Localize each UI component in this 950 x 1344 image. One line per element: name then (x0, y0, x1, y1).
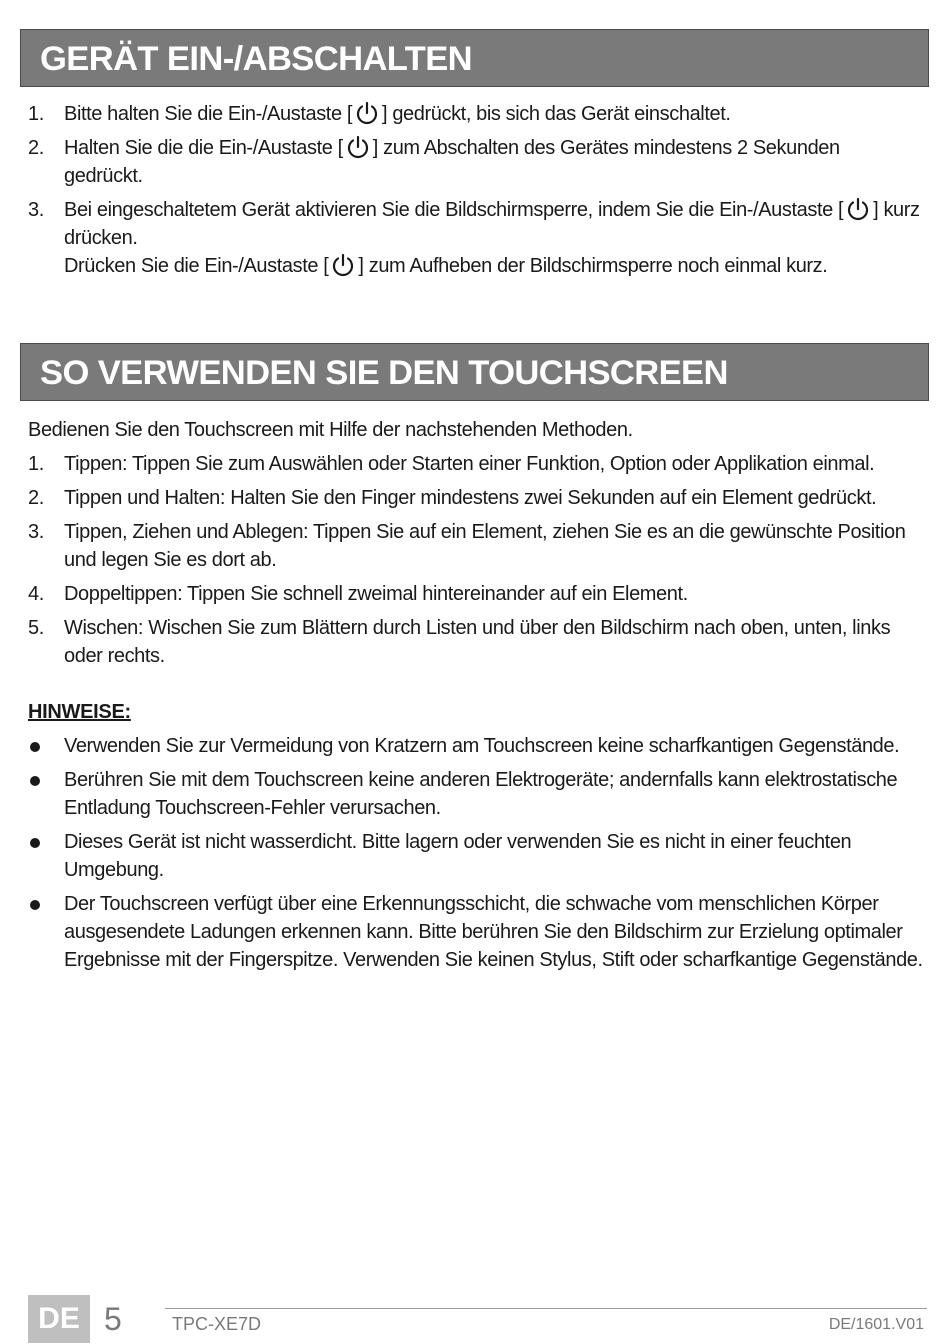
item-text-before: Bitte halten Sie die Ein-/Austaste [ (64, 103, 352, 125)
list-number: 4. (28, 583, 44, 605)
power-button-icon (354, 100, 380, 126)
list-number: 3. (28, 199, 44, 221)
list-number: 1. (28, 103, 44, 125)
item-text: Doppeltippen: Tippen Sie schnell zweimal hintereinander auf ein Element. (64, 583, 688, 605)
section-title-touchscreen: SO VERWENDEN SIE DEN TOUCHSCREEN (20, 343, 929, 401)
list-item (28, 134, 923, 190)
item-text-after: ] zum Aufheben der Bildschirmsperre noch einmal kurz. (358, 255, 828, 277)
list-item (28, 614, 923, 670)
list-number: 5. (28, 617, 44, 639)
list-item (28, 450, 923, 478)
notes-list (28, 732, 923, 980)
list-number: 2. (28, 137, 44, 159)
item-text-after: ] zum Abschalten des Gerätes mindestens 2 Sekunden gedrückt. (64, 137, 840, 187)
item-text: Wischen: Wischen Sie zum Blättern durch Listen und über den Bildschirm nach oben, unten, links oder rechts. (64, 617, 891, 667)
item-text-before: Halten Sie die die Ein-/Austaste [ (64, 137, 343, 159)
note-text: Verwenden Sie zur Vermeidung von Kratzern am Touchscreen keine scharfkantigen Gegenstände. (64, 735, 900, 757)
power-button-icon (345, 134, 371, 160)
touchscreen-intro: Bedienen Sie den Touchscreen mit Hilfe der nachstehenden Methoden. (28, 419, 633, 441)
bullet-icon (30, 776, 40, 786)
item-text-before: Bei eingeschaltetem Gerät aktivieren Sie die Bildschirmsperre, indem Sie die Ein-/Austaste [ (64, 199, 844, 221)
document-code: DE/1601.V01 (828, 1316, 924, 1333)
list-item (28, 484, 923, 512)
list-number: 1. (28, 453, 44, 475)
note-item (28, 732, 923, 760)
note-text: Dieses Gerät ist nicht wasserdicht. Bitte lagern oder verwenden Sie es nicht in einer feuchten Umgebung. (64, 831, 852, 881)
list-number: 2. (28, 487, 44, 509)
language-badge: DE (28, 1295, 90, 1343)
note-text: Der Touchscreen verfügt über eine Erkennungsschicht, die schwache vom menschlichen Körper ausgesendete Ladungen erkennen kann. Bitte berühren Sie den Bildschirm zur Erzielung optimaler Ergebnisse mit der Fingerspitze. Verwenden Sie keinen Stylus, Stift oder scharfkantige Gegenstände. (64, 893, 923, 971)
item-text: Tippen und Halten: Halten Sie den Finger mindestens zwei Sekunden auf ein Element gedrückt. (64, 487, 877, 509)
notes-title: HINWEISE: (28, 701, 131, 723)
item-text-after: ] kurz drücken. (64, 199, 920, 249)
list-item (28, 196, 923, 280)
power-button-icon (845, 196, 871, 222)
page-number: 5 (104, 1301, 122, 1337)
item-text: Tippen, Ziehen und Ablegen: Tippen Sie auf ein Element, ziehen Sie es an die gewünschte Position und legen Sie es dort ab. (64, 521, 906, 571)
list-item (28, 580, 923, 608)
note-item (28, 890, 923, 974)
list-item (28, 518, 923, 574)
list-number: 3. (28, 521, 44, 543)
item-text-after: ] gedrückt, bis sich das Gerät einschaltet. (382, 103, 731, 125)
section-title-power: GERÄT EIN-/ABSCHALTEN (20, 29, 929, 87)
item-text: Tippen: Tippen Sie zum Auswählen oder Starten einer Funktion, Option oder Applikation einmal. (64, 453, 875, 475)
note-item (28, 828, 923, 884)
power-button-icon (330, 252, 356, 278)
power-instructions-list (28, 100, 923, 286)
bullet-icon (30, 838, 40, 848)
list-item (28, 100, 923, 128)
bullet-icon (30, 900, 40, 910)
note-text: Berühren Sie mit dem Touchscreen keine anderen Elektrogeräte; andernfalls kann elektrostatische Entladung Touchscreen-Fehler verursachen. (64, 769, 898, 819)
model-name: TPC-XE7D (172, 1314, 262, 1334)
touchscreen-methods-list (28, 450, 923, 676)
note-item (28, 766, 923, 822)
item-text-before: Drücken Sie die Ein-/Austaste [ (64, 255, 329, 277)
bullet-icon (30, 742, 40, 752)
footer-divider (165, 1308, 927, 1309)
